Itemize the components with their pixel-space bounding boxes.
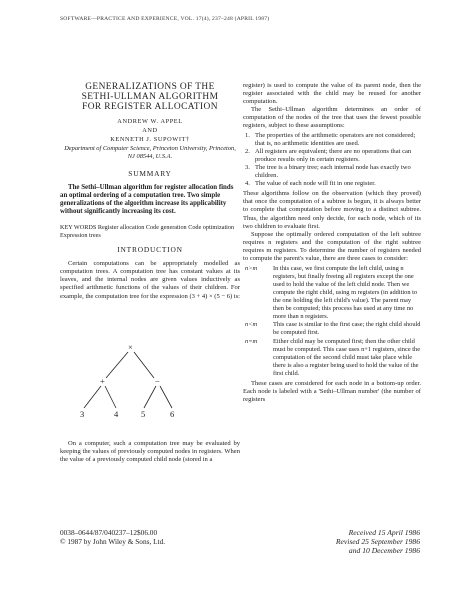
case-label: n=m [245,338,258,346]
case-label: n<m [245,321,258,329]
left-column-lower [60,440,240,464]
copyright-line: © 1987 by John Wiley & Sons, Ltd. [60,537,166,546]
tree-node-root: × [128,342,133,352]
paper-title [60,82,240,112]
assumption-number: 3. [245,163,250,171]
revised-line: Revised 25 September 1986 [335,537,420,546]
left-column [60,82,240,301]
tree-node-left-op: + [100,376,105,386]
edge-plus-left [84,386,101,408]
title-line-2: SETHI-ULLMAN ALGORITHM [81,92,219,102]
right-paragraph-4: Suppose the optimally ordered computation of the left subtree requires n registers and the computation of the right subtree requires m registers. To determine the number of registers needed to compute the parent's value, there are three cases to consider: [243,230,421,262]
summary-text: The Sethi–Ullman algorithm for register allocation finds an optimal ordering of a computation tree. Two simple generalizations of the algorithm increase its applicability without significantly increasing its cost. [60,184,234,215]
tree-node-right-op: − [155,376,160,386]
intro-paragraph-1: Certain computations can be appropriately modelled as computation trees. A computation tree has constant values at its leaves, and the internal nodes are given values inductively as specified arithmetic functions of the values of their children. For example, the computation tree for the expression (3 + 4) × (5 − 6) is: [60,260,240,300]
assumption-item [243,132,421,148]
computation-tree-figure [70,342,210,422]
assumption-text: The properties of the arithmetic operators are not considered; that is, no arithmetic identities are used. [255,131,416,147]
received-dates [290,528,420,555]
edge-minus-left [144,386,156,408]
author-and: AND [142,127,158,134]
case-text: Either child may be computed first; then the other child must be computed. This case uses n+1 registers, since the computation of the second child must take place while there is also a register being used to hold the value of the first child. [273,338,421,377]
copyright-block [60,528,165,546]
case-text: In this case, we first compute the left child, using n registers, but finally freeing all registers except the one used to hold the value of the left child node. Then we compute the right child, using m registers (in addition to the one holding the left child's value). The parent may then be computed; this process has used at any time no more than n registers. [273,265,418,320]
tree-leaf-4: 6 [170,409,175,419]
tree-svg [70,342,210,422]
tree-leaf-2: 4 [114,409,119,419]
affiliation: Department of Computer Science, Princeton University, Princeton, NJ 08544, U.S.A. [64,145,236,160]
intro-paragraph-2: On a computer, such a computation tree may be evaluated by keeping the values of previously computed nodes in registers. When the value of a previously computed child node (stored in a [60,440,240,464]
running-header: SOFTWARE—PRACTICE AND EXPERIENCE, VOL. 17(4), 237–248 (APRIL 1987) [60,16,270,22]
tree-leaf-1: 3 [80,409,85,419]
right-paragraph-5: These cases are considered for each node in a bottom-up order. Each node is labeled with a 'Sethi–Ullman number' (the number of registers [243,379,421,403]
assumption-text: All registers are equivalent; there are no operations that can produce results only in certain registers. [255,147,412,163]
edge-minus-right [160,386,172,408]
case-text: This case is similar to the first case; the right child should be computed first. [273,321,421,337]
title-line-1: GENERALIZATIONS OF THE [85,82,215,92]
case-item [243,321,421,337]
assumption-number: 1. [245,131,250,139]
cases-list [243,265,421,378]
right-paragraph-3: These algorithms follow on the observation (which they proved) that once the computation of a subtree is begun, it is always better to complete that computation before moving to a distinct subtree. Thus, the algorithm need only decide, for each node, which of its two children to evaluate first. [243,190,421,230]
edge-root-left [106,352,128,378]
case-item [243,338,421,378]
introduction-heading: INTRODUCTION [117,245,183,255]
right-paragraph-1: register) is used to compute the value of its parent node, then the register associated with the child may be reused for another computation. [243,82,421,106]
assumption-item [243,148,421,164]
edge-root-right [134,352,154,378]
right-column [243,82,421,404]
case-item [243,265,421,320]
assumption-item [243,164,421,180]
right-paragraph-2: The Sethi–Ullman algorithm determines an order of computation of the nodes of the tree that uses the fewest possible registers, subject to these assumptions: [243,106,421,130]
edge-plus-right [105,386,116,408]
keywords: KEY WORDS Register allocation Code generation Code optimization Expression trees [60,224,235,239]
assumption-number: 4. [245,180,250,188]
summary-heading: SUMMARY [128,169,172,178]
assumptions-list [243,132,421,189]
author-2: KENNETH J. SUPOWIT† [110,136,190,143]
case-label: n>m [245,265,258,273]
title-line-3: FOR REGISTER ALLOCATION [82,102,218,112]
assumption-number: 2. [245,147,250,155]
tree-leaf-3: 5 [141,409,146,419]
received-line: Received 15 April 1986 [348,528,420,537]
assumption-text: The tree is a binary tree; each internal node has exactly two children. [255,163,411,180]
revised-line-2: and 10 December 1986 [348,546,420,555]
assumption-text: The value of each node will fit in one register. [255,180,376,188]
assumption-item [243,180,421,188]
author-1: ANDREW W. APPEL [117,118,183,125]
issn-line: 0038–0644/87/040237–12$06.00 [60,528,158,537]
